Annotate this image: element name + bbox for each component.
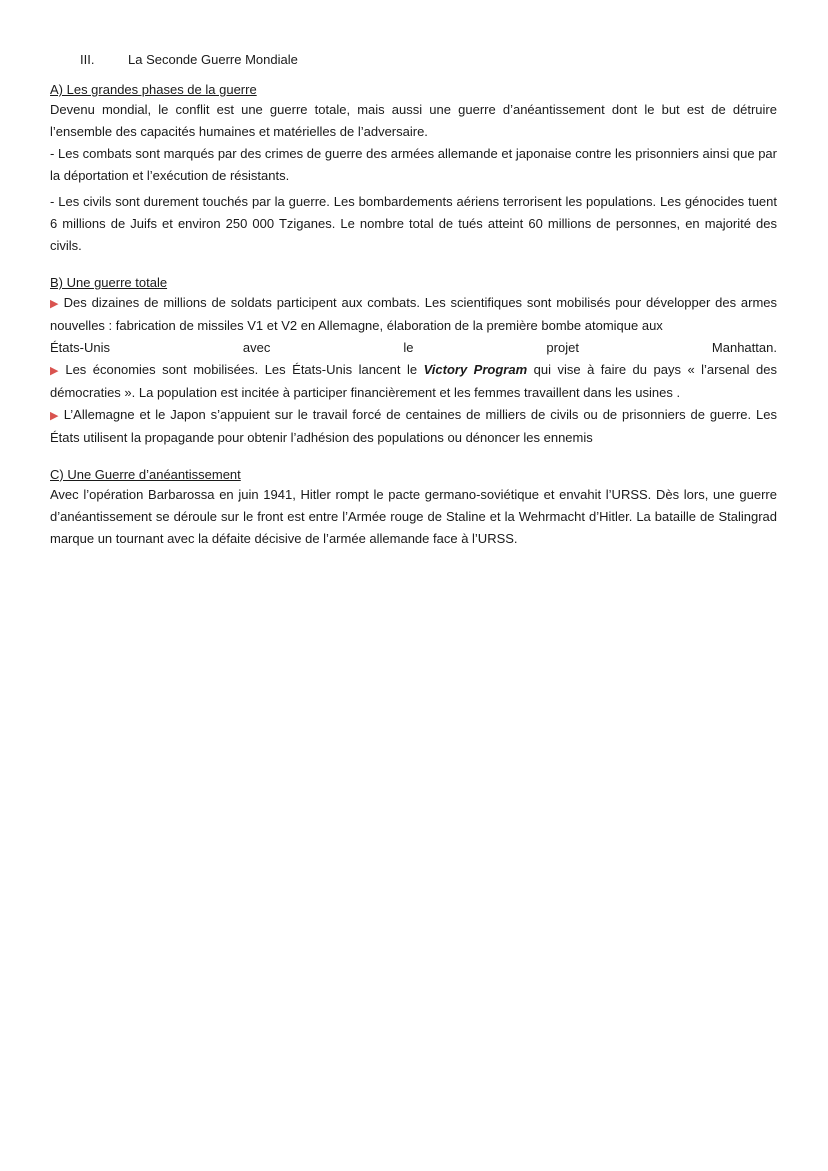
section-b <box>50 273 777 449</box>
bullet-1 <box>50 292 777 337</box>
bullet-1-text: Des dizaines de millions de soldats participent aux combats. Les scientifiques sont mobilisés pour développer des armes nouvelles : fabrication de missiles V1 et V2 en Allemagne, élaboration de la première bombe atomique aux <box>50 295 777 333</box>
bullet-3-text: L’Allemagne et le Japon s’appuient sur le travail forcé de centaines de milliers de civils ou de prisonniers de guerre. Les États utilisent la propagande pour obtenir l’adhésion des populations ou dénoncer les ennemis <box>50 407 777 445</box>
bullet-2-text-end: qui vise à faire du pays « l’arsenal des démocraties ». La population est incitée à participer financièrement et les femmes travaillent dans les usines . <box>50 362 778 400</box>
bullet-2-text-start: Les économies sont mobilisées. Les États-Unis lancent le <box>65 362 424 377</box>
word: avec <box>242 340 271 355</box>
bullet-arrow-icon: ▶ <box>50 298 60 310</box>
word: projet <box>546 340 579 355</box>
bullet-2 <box>50 359 777 404</box>
section-c-paragraph: Avec l’opération Barbarossa en juin 1941, Hitler rompt le pacte germano-soviétique et envahit l’URSS. Dès lors, une guerre d’anéantissement se déroule sur le front est entre l’Armée rouge de Staline et la Wehrmacht d’Hitler. La bataille de Stalingrad marque un tournant avec la défaite décisive de l’armée allemande face à l’URSS. <box>50 487 777 546</box>
word: Manhattan. <box>711 340 777 355</box>
word: le <box>403 340 414 355</box>
victory-program-term: Victory Program <box>423 362 528 377</box>
section-c-heading: C) Une Guerre d’anéantissement <box>50 467 241 482</box>
bullet-arrow-icon: ▶ <box>50 365 62 377</box>
chapter-title: La Seconde Guerre Mondiale <box>128 52 298 67</box>
bullet-1-last-line <box>50 337 777 359</box>
section-a-heading: A) Les grandes phases de la guerre <box>50 82 257 97</box>
section-a <box>50 80 777 257</box>
section-a-paragraph-3: - Les civils sont durement touchés par la guerre. Les bombardements aériens terrorisent les populations. Les génocides tuent 6 millions de Juifs et environ 250 000 Tziganes. Le nombre total de tués atteint 60 millions de personnes, en majorité des civils. <box>50 194 777 253</box>
document-page <box>50 50 777 550</box>
chapter-heading <box>50 50 777 69</box>
bullet-3 <box>50 404 777 449</box>
chapter-number: III. <box>80 52 95 67</box>
section-a-paragraph-2: - Les combats sont marqués par des crimes de guerre des armées allemande et japonaise contre les prisonniers ainsi que par la déportation et l’exécution de résistants. <box>50 146 777 183</box>
bullet-arrow-icon: ▶ <box>50 410 60 422</box>
word: États-Unis <box>50 340 110 355</box>
section-a-paragraph-1: Devenu mondial, le conflit est une guerre totale, mais aussi une guerre d’anéantissement dont le but est de détruire l’ensemble des capacités humaines et matérielles de l’adversaire. <box>50 102 777 139</box>
section-c <box>50 465 777 550</box>
section-b-heading: B) Une guerre totale <box>50 275 168 290</box>
